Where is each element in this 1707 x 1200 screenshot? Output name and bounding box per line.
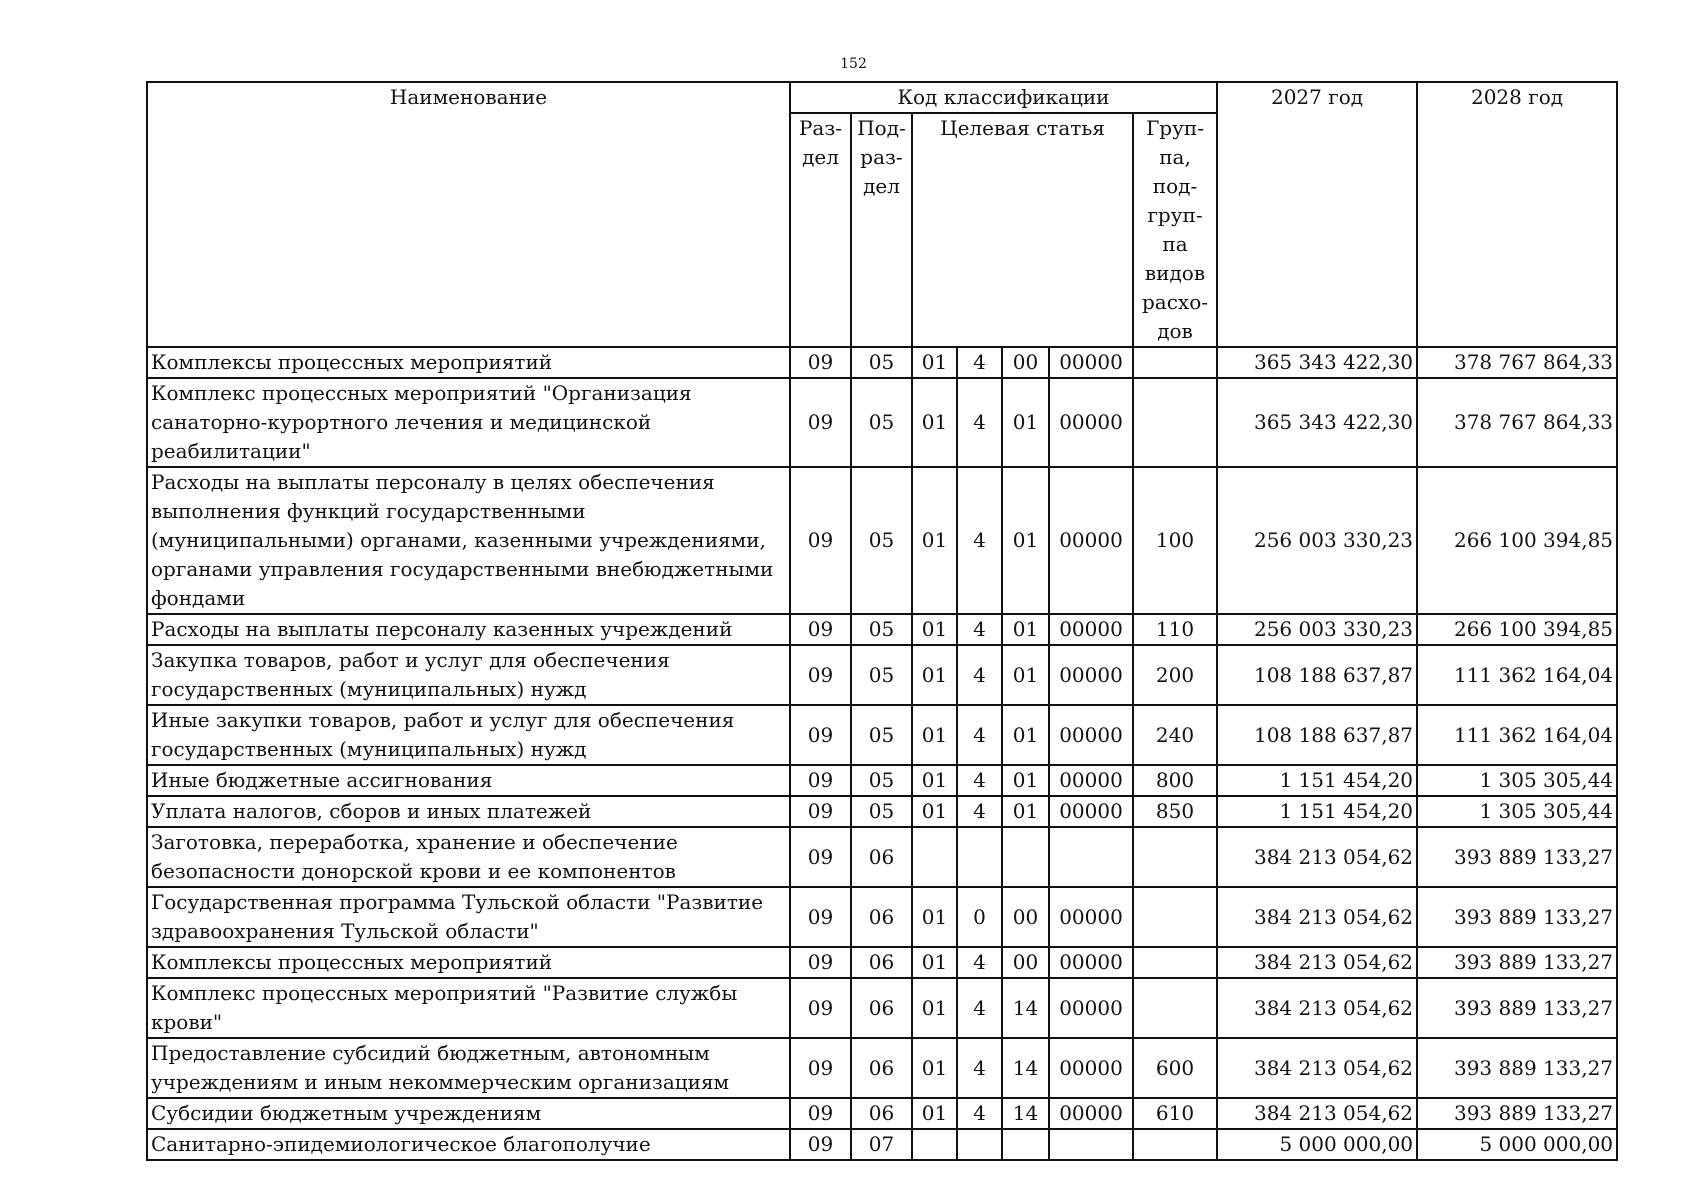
row-target-direction: 00000 bbox=[1049, 765, 1133, 796]
table-row bbox=[147, 1129, 1617, 1160]
row-amount-2028: 266 100 394,85 bbox=[1417, 467, 1617, 614]
row-expense-group: 610 bbox=[1133, 1098, 1217, 1129]
row-target-type: 4 bbox=[957, 347, 1002, 378]
budget-table bbox=[146, 81, 1618, 1161]
row-target-program: 01 bbox=[912, 347, 957, 378]
row-expense-group: 600 bbox=[1133, 1038, 1217, 1098]
row-target-subprogram bbox=[1002, 827, 1049, 887]
row-amount-2027: 384 213 054,62 bbox=[1217, 887, 1417, 947]
row-target-direction: 00000 bbox=[1049, 1038, 1133, 1098]
row-amount-2027: 108 188 637,87 bbox=[1217, 705, 1417, 765]
table-row bbox=[147, 347, 1617, 378]
row-target-type: 0 bbox=[957, 887, 1002, 947]
row-expense-group: 800 bbox=[1133, 765, 1217, 796]
row-name: Заготовка, переработка, хранение и обеспечение безопасности донорской крови и ее компонентов bbox=[147, 827, 790, 887]
row-amount-2028: 378 767 864,33 bbox=[1417, 347, 1617, 378]
header-year-2027: 2027 год bbox=[1217, 82, 1417, 347]
row-amount-2028: 1 305 305,44 bbox=[1417, 796, 1617, 827]
row-amount-2027: 384 213 054,62 bbox=[1217, 1098, 1417, 1129]
row-target-program: 01 bbox=[912, 705, 957, 765]
row-target-program: 01 bbox=[912, 978, 957, 1038]
table-row bbox=[147, 614, 1617, 645]
row-name: Предоставление субсидий бюджетным, автономным учреждениям и иным некоммерческим организациям bbox=[147, 1038, 790, 1098]
table-body bbox=[147, 347, 1617, 1160]
row-expense-group bbox=[1133, 978, 1217, 1038]
row-amount-2027: 256 003 330,23 bbox=[1217, 614, 1417, 645]
row-razdel: 09 bbox=[790, 796, 851, 827]
row-razdel: 09 bbox=[790, 827, 851, 887]
row-podrazdel: 06 bbox=[851, 827, 912, 887]
header-name: Наименование bbox=[147, 82, 790, 347]
row-razdel: 09 bbox=[790, 887, 851, 947]
row-target-program: 01 bbox=[912, 765, 957, 796]
row-amount-2028: 266 100 394,85 bbox=[1417, 614, 1617, 645]
row-amount-2028: 111 362 164,04 bbox=[1417, 645, 1617, 705]
row-target-subprogram: 14 bbox=[1002, 1038, 1049, 1098]
row-target-type: 4 bbox=[957, 705, 1002, 765]
row-amount-2027: 384 213 054,62 bbox=[1217, 947, 1417, 978]
row-target-subprogram: 01 bbox=[1002, 765, 1049, 796]
row-target-program: 01 bbox=[912, 645, 957, 705]
row-target-type: 4 bbox=[957, 1098, 1002, 1129]
row-expense-group bbox=[1133, 1129, 1217, 1160]
row-expense-group bbox=[1133, 947, 1217, 978]
row-target-direction: 00000 bbox=[1049, 645, 1133, 705]
row-target-subprogram: 01 bbox=[1002, 467, 1049, 614]
row-target-direction: 00000 bbox=[1049, 378, 1133, 467]
row-expense-group: 200 bbox=[1133, 645, 1217, 705]
row-target-program bbox=[912, 1129, 957, 1160]
row-razdel: 09 bbox=[790, 1038, 851, 1098]
row-amount-2027: 384 213 054,62 bbox=[1217, 827, 1417, 887]
row-podrazdel: 06 bbox=[851, 947, 912, 978]
row-target-type: 4 bbox=[957, 378, 1002, 467]
row-name: Комплексы процессных мероприятий bbox=[147, 947, 790, 978]
row-target-subprogram: 01 bbox=[1002, 378, 1049, 467]
row-razdel: 09 bbox=[790, 705, 851, 765]
row-amount-2027: 384 213 054,62 bbox=[1217, 978, 1417, 1038]
row-target-subprogram: 14 bbox=[1002, 1098, 1049, 1129]
row-razdel: 09 bbox=[790, 1129, 851, 1160]
row-target-subprogram: 00 bbox=[1002, 947, 1049, 978]
row-expense-group bbox=[1133, 378, 1217, 467]
row-name: Расходы на выплаты персоналу в целях обеспечения выполнения функций государственными (муниципальными) органами, казенными учреждениями, органами управления государственными внебюджетными фондами bbox=[147, 467, 790, 614]
header-target-article: Целевая статья bbox=[912, 113, 1133, 347]
row-expense-group: 850 bbox=[1133, 796, 1217, 827]
row-name: Комплекс процессных мероприятий "Организация санаторно-курортного лечения и медицинской реабилитации" bbox=[147, 378, 790, 467]
table-row bbox=[147, 645, 1617, 705]
row-amount-2027: 5 000 000,00 bbox=[1217, 1129, 1417, 1160]
header-year-2028: 2028 год bbox=[1417, 82, 1617, 347]
row-amount-2028: 393 889 133,27 bbox=[1417, 887, 1617, 947]
table-row bbox=[147, 467, 1617, 614]
row-target-program: 01 bbox=[912, 1038, 957, 1098]
row-amount-2027: 256 003 330,23 bbox=[1217, 467, 1417, 614]
table-row bbox=[147, 705, 1617, 765]
row-amount-2027: 1 151 454,20 bbox=[1217, 765, 1417, 796]
row-target-direction: 00000 bbox=[1049, 1098, 1133, 1129]
row-target-type: 4 bbox=[957, 796, 1002, 827]
row-target-direction: 00000 bbox=[1049, 705, 1133, 765]
table-row bbox=[147, 887, 1617, 947]
row-name: Санитарно-эпидемиологическое благополучие bbox=[147, 1129, 790, 1160]
row-target-subprogram: 01 bbox=[1002, 614, 1049, 645]
row-name: Комплекс процессных мероприятий "Развитие службы крови" bbox=[147, 978, 790, 1038]
row-target-type: 4 bbox=[957, 645, 1002, 705]
row-amount-2028: 1 305 305,44 bbox=[1417, 765, 1617, 796]
row-target-program: 01 bbox=[912, 378, 957, 467]
row-target-program: 01 bbox=[912, 1098, 957, 1129]
row-podrazdel: 05 bbox=[851, 378, 912, 467]
table-row bbox=[147, 796, 1617, 827]
row-target-type bbox=[957, 827, 1002, 887]
row-razdel: 09 bbox=[790, 765, 851, 796]
row-expense-group bbox=[1133, 347, 1217, 378]
row-podrazdel: 05 bbox=[851, 705, 912, 765]
row-razdel: 09 bbox=[790, 614, 851, 645]
row-target-subprogram: 01 bbox=[1002, 645, 1049, 705]
row-target-direction: 00000 bbox=[1049, 887, 1133, 947]
row-target-type: 4 bbox=[957, 614, 1002, 645]
row-name: Иные бюджетные ассигнования bbox=[147, 765, 790, 796]
row-amount-2028: 393 889 133,27 bbox=[1417, 1098, 1617, 1129]
row-amount-2028: 393 889 133,27 bbox=[1417, 947, 1617, 978]
row-target-subprogram: 01 bbox=[1002, 796, 1049, 827]
row-amount-2028: 393 889 133,27 bbox=[1417, 827, 1617, 887]
row-razdel: 09 bbox=[790, 467, 851, 614]
row-amount-2027: 1 151 454,20 bbox=[1217, 796, 1417, 827]
row-amount-2027: 108 188 637,87 bbox=[1217, 645, 1417, 705]
table-row bbox=[147, 827, 1617, 887]
row-razdel: 09 bbox=[790, 645, 851, 705]
table-row bbox=[147, 378, 1617, 467]
row-name: Субсидии бюджетным учреждениям bbox=[147, 1098, 790, 1129]
row-target-program bbox=[912, 827, 957, 887]
row-expense-group bbox=[1133, 887, 1217, 947]
row-name: Закупка товаров, работ и услуг для обеспечения государственных (муниципальных) нужд bbox=[147, 645, 790, 705]
row-podrazdel: 05 bbox=[851, 796, 912, 827]
row-razdel: 09 bbox=[790, 947, 851, 978]
row-podrazdel: 05 bbox=[851, 614, 912, 645]
row-target-subprogram: 00 bbox=[1002, 887, 1049, 947]
header-podrazdel: Под- раз- дел bbox=[851, 113, 912, 347]
row-name: Иные закупки товаров, работ и услуг для обеспечения государственных (муниципальных) нужд bbox=[147, 705, 790, 765]
row-name: Государственная программа Тульской области "Развитие здравоохранения Тульской области" bbox=[147, 887, 790, 947]
row-target-type bbox=[957, 1129, 1002, 1160]
row-podrazdel: 06 bbox=[851, 1038, 912, 1098]
row-target-direction: 00000 bbox=[1049, 347, 1133, 378]
row-podrazdel: 06 bbox=[851, 1098, 912, 1129]
row-name: Расходы на выплаты персоналу казенных учреждений bbox=[147, 614, 790, 645]
row-name: Уплата налогов, сборов и иных платежей bbox=[147, 796, 790, 827]
row-target-direction: 00000 bbox=[1049, 978, 1133, 1038]
row-amount-2028: 378 767 864,33 bbox=[1417, 378, 1617, 467]
row-target-type: 4 bbox=[957, 467, 1002, 614]
row-amount-2027: 365 343 422,30 bbox=[1217, 347, 1417, 378]
row-target-direction bbox=[1049, 1129, 1133, 1160]
row-podrazdel: 07 bbox=[851, 1129, 912, 1160]
table-row bbox=[147, 978, 1617, 1038]
row-podrazdel: 06 bbox=[851, 887, 912, 947]
row-target-type: 4 bbox=[957, 1038, 1002, 1098]
row-target-direction: 00000 bbox=[1049, 614, 1133, 645]
table-row bbox=[147, 1038, 1617, 1098]
row-razdel: 09 bbox=[790, 978, 851, 1038]
row-amount-2028: 393 889 133,27 bbox=[1417, 1038, 1617, 1098]
row-expense-group: 100 bbox=[1133, 467, 1217, 614]
row-target-type: 4 bbox=[957, 947, 1002, 978]
row-podrazdel: 05 bbox=[851, 467, 912, 614]
row-target-program: 01 bbox=[912, 796, 957, 827]
row-amount-2028: 111 362 164,04 bbox=[1417, 705, 1617, 765]
row-target-type: 4 bbox=[957, 765, 1002, 796]
row-amount-2027: 384 213 054,62 bbox=[1217, 1038, 1417, 1098]
header-row-top bbox=[147, 82, 1617, 113]
header-classification: Код классификации bbox=[790, 82, 1217, 113]
row-target-program: 01 bbox=[912, 467, 957, 614]
row-expense-group: 110 bbox=[1133, 614, 1217, 645]
row-target-subprogram: 14 bbox=[1002, 978, 1049, 1038]
row-target-direction: 00000 bbox=[1049, 796, 1133, 827]
table-row bbox=[147, 765, 1617, 796]
row-razdel: 09 bbox=[790, 1098, 851, 1129]
row-target-subprogram: 01 bbox=[1002, 705, 1049, 765]
row-target-subprogram: 00 bbox=[1002, 347, 1049, 378]
row-amount-2027: 365 343 422,30 bbox=[1217, 378, 1417, 467]
row-podrazdel: 05 bbox=[851, 765, 912, 796]
row-expense-group: 240 bbox=[1133, 705, 1217, 765]
row-expense-group bbox=[1133, 827, 1217, 887]
row-target-program: 01 bbox=[912, 947, 957, 978]
table-row bbox=[147, 947, 1617, 978]
row-podrazdel: 05 bbox=[851, 645, 912, 705]
row-target-direction: 00000 bbox=[1049, 467, 1133, 614]
row-target-program: 01 bbox=[912, 887, 957, 947]
header-razdel: Раз- дел bbox=[790, 113, 851, 347]
row-name: Комплексы процессных мероприятий bbox=[147, 347, 790, 378]
row-razdel: 09 bbox=[790, 378, 851, 467]
row-amount-2028: 393 889 133,27 bbox=[1417, 978, 1617, 1038]
row-target-subprogram bbox=[1002, 1129, 1049, 1160]
row-podrazdel: 05 bbox=[851, 347, 912, 378]
row-target-type: 4 bbox=[957, 978, 1002, 1038]
table-row bbox=[147, 1098, 1617, 1129]
header-expense-group: Груп- па, под- груп- па видов расхо- дов bbox=[1133, 113, 1217, 347]
row-target-program: 01 bbox=[912, 614, 957, 645]
row-podrazdel: 06 bbox=[851, 978, 912, 1038]
row-razdel: 09 bbox=[790, 347, 851, 378]
page-number: 152 bbox=[840, 56, 867, 72]
row-target-direction bbox=[1049, 827, 1133, 887]
row-amount-2028: 5 000 000,00 bbox=[1417, 1129, 1617, 1160]
row-target-direction: 00000 bbox=[1049, 947, 1133, 978]
